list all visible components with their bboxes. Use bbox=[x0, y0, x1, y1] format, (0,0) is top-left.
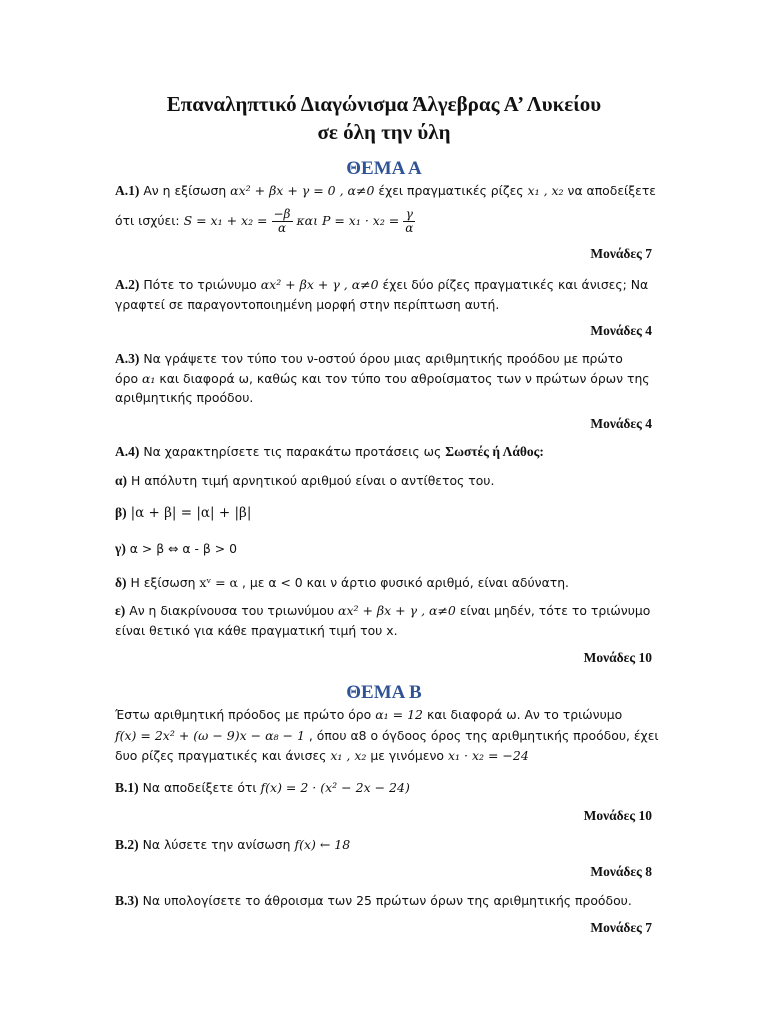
a4-item-b bbox=[115, 504, 655, 522]
a3-score: Μονάδες 4 bbox=[590, 416, 652, 431]
a3-text-2: όρο bbox=[115, 371, 139, 386]
a4-item-d bbox=[115, 574, 655, 592]
b3-line bbox=[115, 892, 655, 910]
a1-label: Α.1) bbox=[115, 183, 140, 198]
a4-item-e-text-1: Αν η διακρίνουσα του τριωνύμου bbox=[129, 603, 335, 618]
b-intro-text-4: δυο ρίζες πραγματικές και άνισες bbox=[115, 748, 327, 763]
a2-line-1 bbox=[115, 276, 655, 294]
b1-text: Να αποδείξετε ότι bbox=[142, 780, 257, 795]
a4-item-a-text: Η απόλυτη τιμή αρνητικού αριθμού είναι ο αντίθετος του. bbox=[130, 473, 495, 488]
a1-product-lhs: P = x₁ · x₂ = bbox=[321, 213, 400, 228]
a4-item-e-math: αx² + βx + γ , α≠0 bbox=[338, 603, 456, 618]
a4-item-e-line-2: είναι θετικό για κάθε πραγματική τιμή του x. bbox=[115, 623, 398, 638]
a1-equation: αx² + βx + γ = 0 , α≠0 bbox=[230, 183, 375, 198]
b2-math: f(x) ← 18 bbox=[294, 837, 351, 852]
title-line-1: Επαναληπτικό Διαγώνισμα Άλγεβρας Α’ Λυκείου bbox=[166, 92, 602, 116]
a4-item-d-math: xᵛ = α bbox=[199, 575, 238, 590]
a4-item-c-left: α > β bbox=[129, 541, 165, 556]
b-intro-text-1: Έστω αριθμητική πρόοδος με πρώτο όρο bbox=[115, 707, 372, 722]
b2-label: Β.2) bbox=[115, 837, 139, 852]
a1-text-4: ότι ισχύει: bbox=[115, 213, 180, 228]
a1-product-numerator: γ bbox=[403, 208, 415, 222]
a4-score: Μονάδες 10 bbox=[583, 650, 652, 665]
a1-sum-fraction bbox=[272, 208, 293, 235]
b2-score: Μονάδες 8 bbox=[590, 864, 652, 879]
a4-item-a bbox=[115, 472, 655, 490]
a1-line-1 bbox=[115, 182, 655, 200]
a4-item-d-text-1: Η εξίσωση bbox=[130, 575, 196, 590]
title-line-2: σε όλη την ύλη bbox=[317, 120, 451, 144]
exam-title bbox=[0, 90, 768, 146]
a2-trinomial: αx² + βx + γ , α≠0 bbox=[260, 277, 379, 292]
b1-line bbox=[115, 779, 655, 797]
a3-line-3: αριθμητικής προόδου. bbox=[115, 390, 254, 405]
a2-text-2: έχει δύο ρίζες πραγματικές και άνισες; Να bbox=[382, 277, 649, 292]
a3-line-2 bbox=[115, 370, 655, 388]
a1-text-1: Αν η εξίσωση bbox=[143, 183, 227, 198]
a4-item-d-label: δ) bbox=[115, 575, 127, 590]
a4-item-c-label: γ) bbox=[115, 541, 126, 556]
a4-item-b-math: |α + β| = |α| + |β| bbox=[130, 505, 252, 521]
a1-text-2: έχει πραγματικές ρίζες bbox=[378, 183, 524, 198]
a4-item-e-line-1 bbox=[115, 602, 655, 620]
b3-text: Να υπολογίσετε το άθροισμα των 25 πρώτων όρων της αριθμητικής προόδου. bbox=[142, 893, 632, 908]
b3-score: Μονάδες 7 bbox=[590, 920, 652, 935]
b-intro-text-3: , όπου α8 ο όγδοος όρος της αριθμητικής προόδου, έχει bbox=[308, 728, 659, 743]
a1-sum-numerator: −β bbox=[273, 207, 291, 221]
theme-a-heading: ΘΕΜΑ Α bbox=[346, 158, 422, 179]
a4-item-c-right: α - β > 0 bbox=[182, 541, 237, 556]
a1-text-3: να αποδείξετε bbox=[567, 183, 657, 198]
a2-label: Α.2) bbox=[115, 277, 140, 292]
a2-line-2: γραφτεί σε παραγοντοποιημένη μορφή στην περίπτωση αυτή. bbox=[115, 297, 500, 312]
a1-roots: x₁ , x₂ bbox=[527, 183, 564, 198]
a3-line-1 bbox=[115, 350, 655, 368]
a4-item-a-label: α) bbox=[115, 473, 128, 488]
a1-line-2 bbox=[115, 206, 655, 236]
a4-text-1: Να χαρακτηρίσετε τις παρακάτω προτάσεις ως bbox=[143, 444, 442, 459]
b-intro-text-2: και διαφορά ω. Αν το τριώνυμο bbox=[426, 707, 623, 722]
a2-text-1: Πότε το τριώνυμο bbox=[143, 277, 257, 292]
b-roots: x₁ , x₂ bbox=[330, 748, 367, 763]
a1-and: και bbox=[296, 213, 318, 228]
b2-text: Να λύσετε την ανίσωση bbox=[142, 837, 291, 852]
a4-item-b-label: β) bbox=[115, 505, 127, 520]
a1-product-denominator: α bbox=[405, 221, 414, 235]
b2-line bbox=[115, 836, 655, 854]
equivalence-arrow-icon: ⇔ bbox=[168, 541, 179, 556]
a4-item-d-text-2: , με α < 0 και ν άρτιο φυσικό αριθμό, είναι αδύνατη. bbox=[241, 575, 569, 590]
a3-first-term: α₁ bbox=[141, 371, 156, 386]
a1-sum-lhs: S = x₁ + x₂ = bbox=[183, 213, 268, 228]
a1-score: Μονάδες 7 bbox=[590, 246, 652, 261]
b1-label: Β.1) bbox=[115, 780, 139, 795]
b-first-term: α₁ = 12 bbox=[375, 707, 423, 722]
a4-item-e-label: ε) bbox=[115, 603, 126, 618]
a3-label: Α.3) bbox=[115, 351, 140, 366]
b1-math: f(x) = 2 · (x² − 2x − 24) bbox=[260, 780, 410, 795]
a1-sum-denominator: α bbox=[277, 221, 287, 235]
b-intro-line-1 bbox=[115, 706, 655, 724]
theme-b-heading: ΘΕΜΑ Β bbox=[346, 682, 422, 703]
b-intro-line-3 bbox=[115, 747, 655, 765]
b-trinomial: f(x) = 2x² + (ω − 9)x − α₈ − 1 bbox=[115, 728, 305, 743]
a2-score: Μονάδες 4 bbox=[590, 323, 652, 338]
b-intro-line-2 bbox=[115, 727, 659, 745]
a4-line-1 bbox=[115, 443, 655, 461]
b-product: x₁ · x₂ = −24 bbox=[447, 748, 529, 763]
a3-text-3: και διαφορά ω, καθώς και τον τύπο του αθροίσματος των ν πρώτων όρων της bbox=[159, 371, 650, 386]
a4-item-e-text-2: είναι μηδέν, τότε το τριώνυμο bbox=[459, 603, 651, 618]
a1-product-fraction bbox=[403, 208, 415, 235]
a3-text-1: Να γράψετε τον τύπο του ν-οστού όρου μιας αριθμητικής προόδου με πρώτο bbox=[143, 351, 623, 366]
a4-item-c bbox=[115, 540, 655, 558]
b1-score: Μονάδες 10 bbox=[583, 808, 652, 823]
b-intro-text-5: με γινόμενο bbox=[370, 748, 445, 763]
b3-label: Β.3) bbox=[115, 893, 139, 908]
a4-label: Α.4) bbox=[115, 444, 140, 459]
a4-true-false: Σωστές ή Λάθος: bbox=[445, 444, 544, 459]
